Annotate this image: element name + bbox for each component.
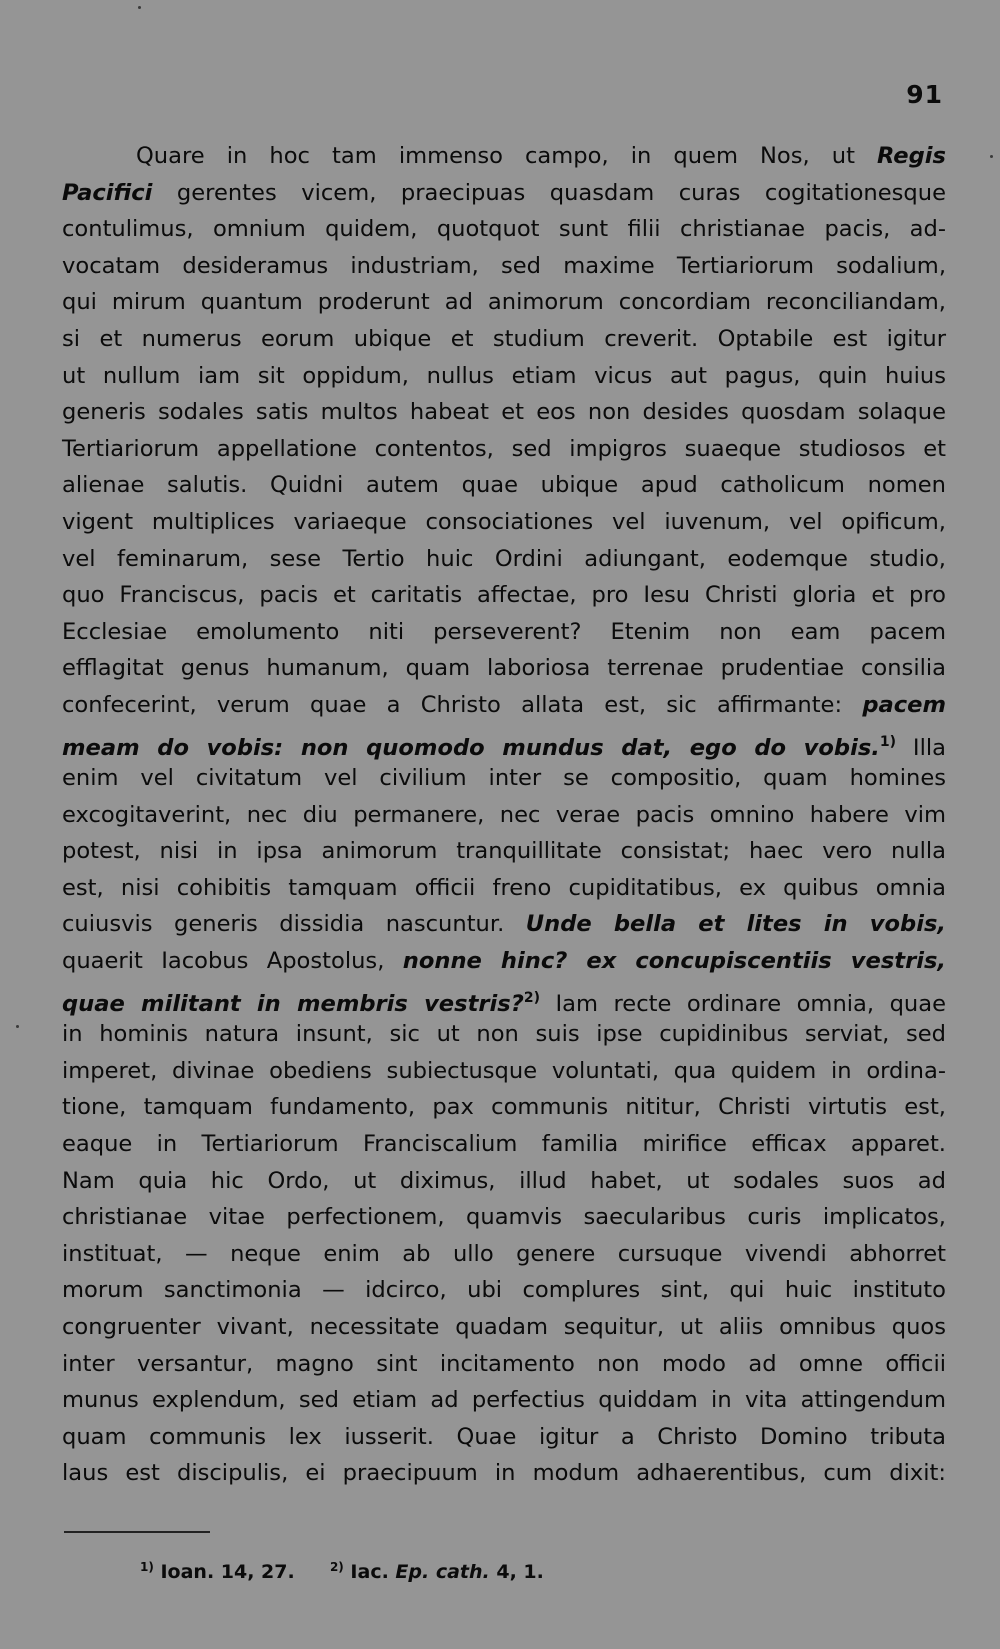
text-line: efflagitat genus humanum, quam laboriosa terrenae prudentiae consilia xyxy=(62,655,946,682)
text-line: inter versantur, magno sint incitamento non modo ad omne officii xyxy=(62,1350,946,1377)
paper-speck xyxy=(16,1025,19,1028)
text-segment: Iam recte ordinare omnia, quae xyxy=(539,990,946,1017)
text-line: vel feminarum, sese Tertio huic Ordini adiungant, eodemque studio, xyxy=(62,545,946,572)
italic-phrase: nonne hinc? ex concupiscentiis vestris, xyxy=(402,948,946,975)
body-text xyxy=(62,138,946,1492)
footnote-mark: 1) xyxy=(140,1560,154,1574)
footnote-2-location: 4, 1. xyxy=(496,1561,544,1583)
paper-speck xyxy=(138,6,141,9)
text-line: instituat, — neque enim ab ullo genere cursuque vivendi abhorret xyxy=(62,1240,946,1267)
text-line: est, nisi cohibitis tamquam officii freno cupiditatibus, ex quibus omnia xyxy=(62,874,946,901)
text-line: vigent multiplices variaeque consociationes vel iuvenum, vel opificum, xyxy=(62,508,946,535)
text-line: christianae vitae perfectionem, quamvis saecularibus curis implicatos, xyxy=(62,1204,946,1231)
footnote-reference: 1) xyxy=(879,733,896,750)
text-line xyxy=(62,175,946,212)
text-line: vocatam desideramus industriam, sed maxime Tertiariorum sodalium, xyxy=(62,252,946,279)
text-line: excogitaverint, nec diu permanere, nec verae pacis omnino habere vim xyxy=(62,801,946,828)
text-line xyxy=(62,138,946,175)
text-line: qui mirum quantum proderunt ad animorum concordiam reconciliandam, xyxy=(62,289,946,316)
italic-phrase: Unde bella et lites in vobis, xyxy=(525,911,946,938)
text-line xyxy=(62,906,946,943)
text-line: in hominis natura insunt, sic ut non suis ipse cupidinibus serviat, sed xyxy=(62,1021,946,1048)
text-line xyxy=(62,687,946,724)
text-segment: gerentes vicem, praecipuas quasdam curas cogitationesque xyxy=(152,179,946,206)
footnote-separator xyxy=(64,1531,210,1533)
text-line: Ecclesiae emolumento niti perseverent? Etenim non eam pacem xyxy=(62,618,946,645)
footnote-reference: 2) xyxy=(523,989,540,1006)
text-line: si et numerus eorum ubique et studium creverit. Optabile est igitur xyxy=(62,325,946,352)
text-line: alienae salutis. Quidni autem quae ubique apud catholicum nomen xyxy=(62,472,946,499)
text-segment: quaerit Iacobus Apostolus, xyxy=(62,948,403,975)
text-line: munus explendum, sed etiam ad perfectius quiddam in vita attingendum xyxy=(62,1387,946,1414)
text-line: quo Franciscus, pacis et caritatis affectae, pro Iesu Christi gloria et pro xyxy=(62,582,946,609)
footnote-mark: 2) xyxy=(329,1560,344,1574)
text-line: laus est discipulis, ei praecipuum in modum adhaerentibus, cum dixit: xyxy=(62,1460,946,1487)
text-line: morum sanctimonia — idcirco, ubi complures sint, qui huic instituto xyxy=(62,1277,946,1304)
text-segment: cuiusvis generis dissidia nascuntur. xyxy=(62,911,526,938)
footnote-1-text: Ioan. 14, 27. xyxy=(160,1561,295,1583)
text-line: enim vel civitatum vel civilium inter se compositio, quam homines xyxy=(62,765,946,792)
text-line: Nam quia hic Ordo, ut diximus, illud habet, ut sodales suos ad xyxy=(62,1167,946,1194)
text-line: congruenter vivant, necessitate quadam sequitur, ut aliis omnibus quos xyxy=(62,1314,946,1340)
text-line xyxy=(62,724,946,761)
footnote-2-ref: Iac. xyxy=(350,1561,389,1583)
italic-phrase: quae militant in membris vestris? xyxy=(62,990,524,1017)
text-line: eaque in Tertiariorum Franciscalium familia mirifice efficax apparet. xyxy=(62,1131,946,1158)
italic-phrase: meam do vobis: non quomodo mundus dat, ego do vobis. xyxy=(62,734,880,761)
text-line: imperet, divinae obediens subiectusque voluntati, qua quidem in ordina- xyxy=(62,1057,946,1084)
text-line: generis sodales satis multos habeat et eos non desides quosdam solaque xyxy=(62,399,946,426)
text-line: potest, nisi in ipsa animorum tranquillitate consistat; haec vero nulla xyxy=(62,838,946,865)
italic-phrase: Pacifici xyxy=(62,179,153,206)
italic-phrase: pacem xyxy=(862,691,946,718)
page-number: 91 xyxy=(906,80,943,109)
footnotes xyxy=(140,1560,544,1583)
text-segment: Quare in hoc tam immenso campo, in quem Nos, ut xyxy=(136,143,878,169)
text-line: Tertiariorum appellatione contentos, sed impigros suaeque studiosos et xyxy=(62,435,946,462)
text-line xyxy=(62,943,946,980)
text-segment: confecerint, verum quae a Christo allata est, sic affirmante: xyxy=(62,691,863,718)
text-line: tione, tamquam fundamento, pax communis nititur, Christi virtutis est, xyxy=(62,1094,946,1121)
text-segment: Illa xyxy=(896,734,946,761)
text-line: contulimus, omnium quidem, quotquot sunt filii christianae pacis, ad- xyxy=(62,216,946,243)
text-line: quam communis lex iusserit. Quae igitur a Christo Domino tributa xyxy=(62,1423,946,1450)
footnote-2-italic: Ep. cath. xyxy=(395,1561,490,1583)
paper-speck xyxy=(990,155,993,158)
text-line xyxy=(62,980,946,1017)
text-line: ut nullum iam sit oppidum, nullus etiam vicus aut pagus, quin huius xyxy=(62,362,946,389)
italic-phrase: Regis xyxy=(877,143,946,169)
